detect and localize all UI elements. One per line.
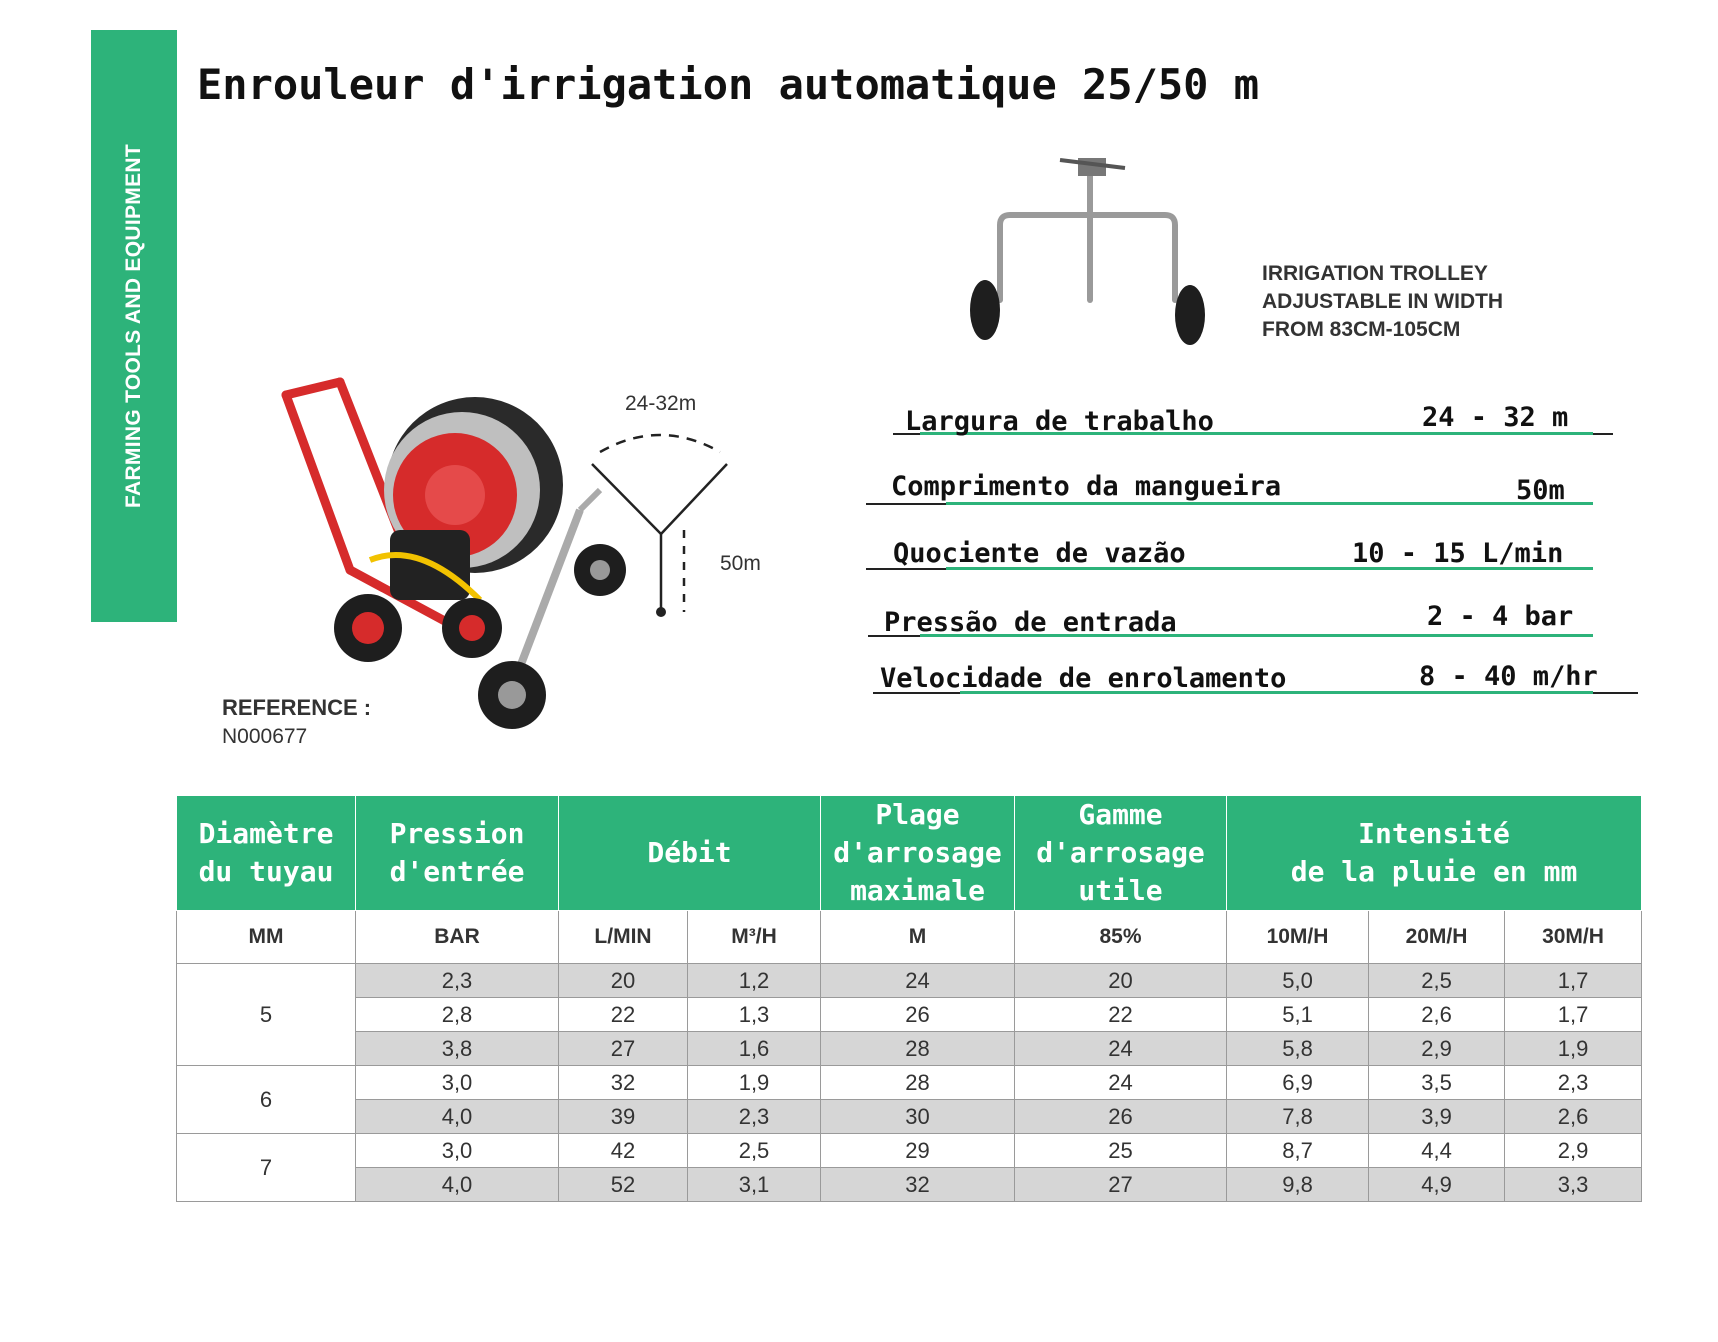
table-unit-row xyxy=(177,911,1642,964)
table-cell: 1,2 xyxy=(688,964,821,998)
header-gamme: Gamme d'arrosage utile xyxy=(1015,796,1227,911)
table-cell: 3,1 xyxy=(688,1168,821,1202)
table-cell: 22 xyxy=(1015,998,1227,1032)
table-body xyxy=(177,964,1642,1202)
table-row xyxy=(177,964,1642,998)
table-row xyxy=(177,1100,1642,1134)
table-cell: 39 xyxy=(559,1100,688,1134)
header-diametre: Diamètre du tuyau xyxy=(177,796,356,911)
table-cell: 2,3 xyxy=(1505,1066,1642,1100)
table-cell: 20 xyxy=(559,964,688,998)
spec-accent-line xyxy=(946,502,1593,505)
table-cell: 27 xyxy=(1015,1168,1227,1202)
table-cell: 24 xyxy=(1015,1066,1227,1100)
table-cell: 2,8 xyxy=(356,998,559,1032)
table-row xyxy=(177,1066,1642,1100)
table-cell: 24 xyxy=(821,964,1015,998)
table-cell: 2,3 xyxy=(356,964,559,998)
table-cell: 5,0 xyxy=(1227,964,1369,998)
header-plage: Plage d'arrosage maximale xyxy=(821,796,1015,911)
table-row xyxy=(177,998,1642,1032)
spec-label: Pressão de entrada xyxy=(884,607,1177,638)
table-cell: 3,9 xyxy=(1369,1100,1505,1134)
header-debit: Débit xyxy=(559,796,821,911)
table-cell: 1,7 xyxy=(1505,964,1642,998)
reference-value: N000677 xyxy=(222,725,308,748)
table-cell: 1,3 xyxy=(688,998,821,1032)
reference-block xyxy=(222,695,371,749)
table-cell: 2,9 xyxy=(1369,1032,1505,1066)
table-cell: 25 xyxy=(1015,1134,1227,1168)
unit-cell: 30M/H xyxy=(1505,911,1642,964)
table-cell: 32 xyxy=(559,1066,688,1100)
spec-label: Velocidade de enrolamento xyxy=(880,663,1287,694)
table-cell: 7,8 xyxy=(1227,1100,1369,1134)
coverage-length-label: 50m xyxy=(720,552,761,575)
table-cell: 3,3 xyxy=(1505,1168,1642,1202)
table-cell: 27 xyxy=(559,1032,688,1066)
table-cell: 6,9 xyxy=(1227,1066,1369,1100)
trolley-wheel-left xyxy=(970,280,1000,340)
unit-cell: M³/H xyxy=(688,911,821,964)
unit-cell: M xyxy=(821,911,1015,964)
reference-label: REFERENCE : xyxy=(222,695,372,720)
spec-value: 24 - 32 m xyxy=(1422,402,1569,433)
table-cell: 2,5 xyxy=(688,1134,821,1168)
diameter-cell: 6 xyxy=(177,1066,356,1134)
table-cell: 22 xyxy=(559,998,688,1032)
side-band xyxy=(91,30,177,622)
table-cell: 32 xyxy=(821,1168,1015,1202)
page-title: Enrouleur d'irrigation automatique 25/50 m xyxy=(197,60,1260,109)
table-cell: 26 xyxy=(821,998,1015,1032)
table-cell: 2,3 xyxy=(688,1100,821,1134)
table-cell: 29 xyxy=(821,1134,1015,1168)
table-cell: 4,0 xyxy=(356,1168,559,1202)
table-cell: 4,9 xyxy=(1369,1168,1505,1202)
table-cell: 1,9 xyxy=(1505,1032,1642,1066)
table-cell: 2,9 xyxy=(1505,1134,1642,1168)
side-band-text: FARMING TOOLS AND EQUIPMENT xyxy=(122,144,145,508)
diameter-cell: 5 xyxy=(177,964,356,1066)
table-cell: 2,6 xyxy=(1369,998,1505,1032)
spec-value: 10 - 15 L/min xyxy=(1352,538,1564,569)
spec-value: 8 - 40 m/hr xyxy=(1419,661,1598,692)
table-cell: 5,1 xyxy=(1227,998,1369,1032)
table-cell: 2,5 xyxy=(1369,964,1505,998)
unit-cell: L/MIN xyxy=(559,911,688,964)
table-cell: 5,8 xyxy=(1227,1032,1369,1066)
table-header-row xyxy=(177,796,1642,911)
trolley-caption-line: ADJUSTABLE IN WIDTH xyxy=(1262,290,1504,313)
coverage-width-label: 24-32m xyxy=(625,392,697,415)
table-cell: 1,7 xyxy=(1505,998,1642,1032)
table-cell: 2,6 xyxy=(1505,1100,1642,1134)
unit-cell: MM xyxy=(177,911,356,964)
table-cell: 26 xyxy=(1015,1100,1227,1134)
table-cell: 3,5 xyxy=(1369,1066,1505,1100)
table-cell: 30 xyxy=(821,1100,1015,1134)
table-cell: 3,0 xyxy=(356,1066,559,1100)
irrigation-trolley-illustration xyxy=(950,150,1230,360)
spec-label: Largura de trabalho xyxy=(905,406,1214,437)
table-cell: 28 xyxy=(821,1032,1015,1066)
trolley-caption-line: IRRIGATION TROLLEY xyxy=(1262,262,1488,285)
spec-value: 2 - 4 bar xyxy=(1427,601,1574,632)
table-cell: 3,8 xyxy=(356,1032,559,1066)
table-row xyxy=(177,1134,1642,1168)
table-cell: 20 xyxy=(1015,964,1227,998)
spec-label: Comprimento da mangueira xyxy=(891,471,1282,502)
table-row xyxy=(177,1032,1642,1066)
table-cell: 3,0 xyxy=(356,1134,559,1168)
table-cell: 1,9 xyxy=(688,1066,821,1100)
spec-table xyxy=(176,795,1642,1202)
unit-cell: BAR xyxy=(356,911,559,964)
table-cell: 4,0 xyxy=(356,1100,559,1134)
unit-cell: 20M/H xyxy=(1369,911,1505,964)
table-cell: 42 xyxy=(559,1134,688,1168)
trolley-wheel-right xyxy=(1175,285,1205,345)
trolley-caption xyxy=(1262,260,1582,344)
table-row xyxy=(177,1168,1642,1202)
unit-cell: 85% xyxy=(1015,911,1227,964)
spec-value: 50m xyxy=(1516,475,1565,506)
trolley-caption-line: FROM 83CM-105CM xyxy=(1262,318,1461,341)
table-cell: 4,4 xyxy=(1369,1134,1505,1168)
table-cell: 9,8 xyxy=(1227,1168,1369,1202)
diameter-cell: 7 xyxy=(177,1134,356,1202)
unit-cell: 10M/H xyxy=(1227,911,1369,964)
table-cell: 24 xyxy=(1015,1032,1227,1066)
table-cell: 52 xyxy=(559,1168,688,1202)
header-pression: Pression d'entrée xyxy=(356,796,559,911)
table-cell: 8,7 xyxy=(1227,1134,1369,1168)
table-cell: 28 xyxy=(821,1066,1015,1100)
spec-label: Quociente de vazão xyxy=(893,538,1186,569)
header-intensite: Intensité de la pluie en mm xyxy=(1227,796,1642,911)
table-cell: 1,6 xyxy=(688,1032,821,1066)
